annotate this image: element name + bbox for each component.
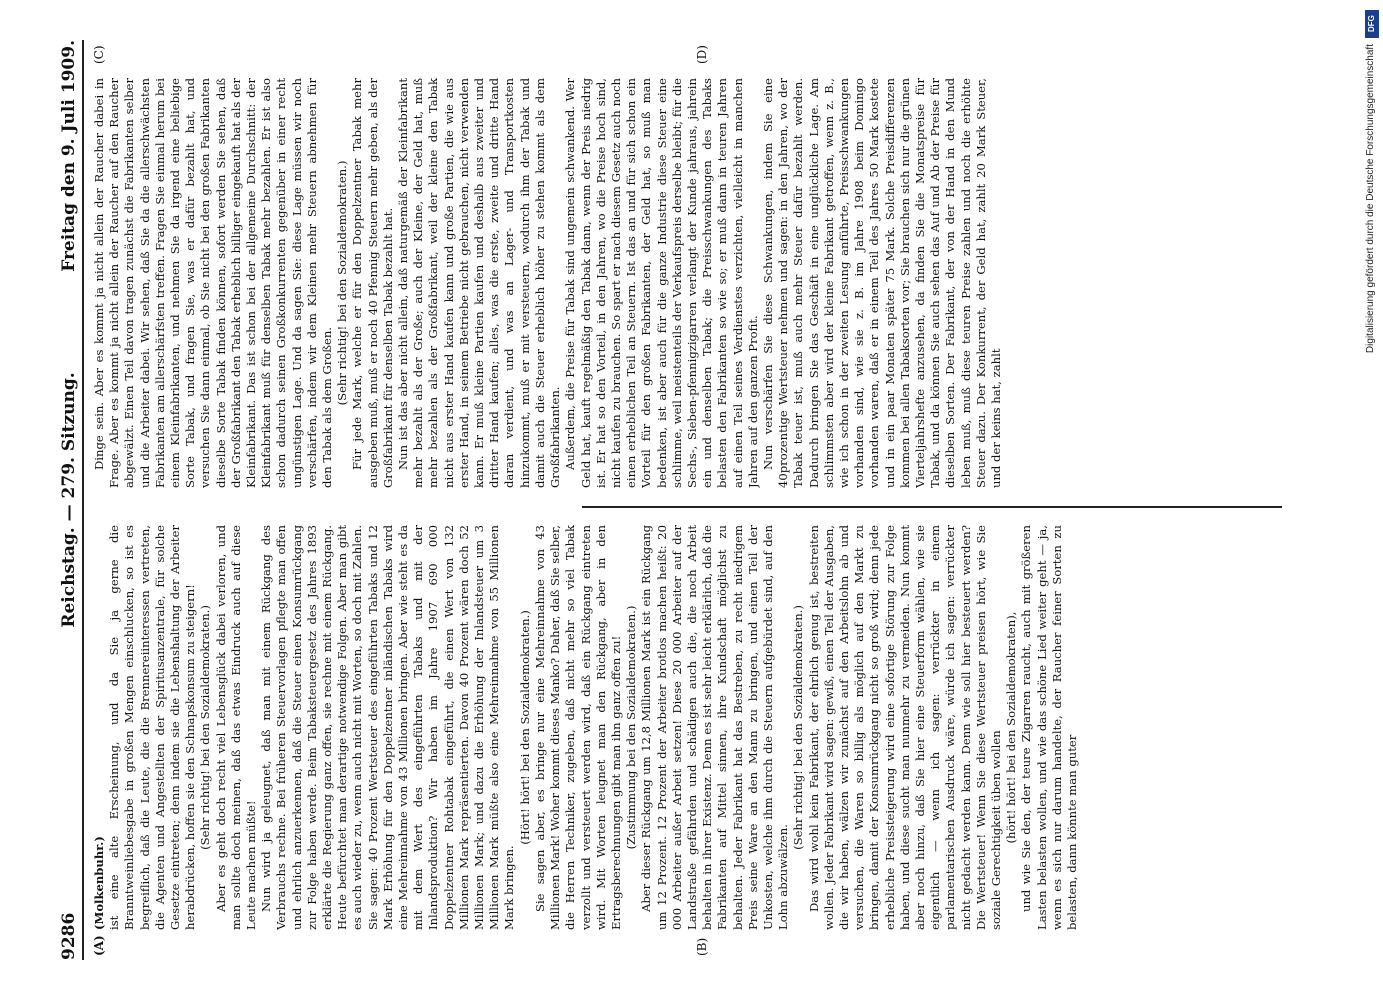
margin-marker-a: (A)	[92, 935, 106, 956]
right-column-paragraph: Außerdem, die Preise für Tabak sind ungemein schwankend. Wer Geld hat, kauft regelmäßig den Tabak dann, wenn der Preis niedrig ist. Er hat so den Vorteil, in den Jahren, wo die Preise hoch sind, nicht kaufen zu brauchen. So spart er nach diesem Gesetz auch noch einen erheblichen Teil an Steuern. Ist das an und für sich schon ein Vorteil für den großen Fabrikanten, der Geld hat, so muß man bedenken, ist aber auch für die ganze Industrie diese Steuer eine schlimme, weil meistenteils der Verkaufspreis derselbe bleibt; für die Sechs-, Sieben-pfennigzigarren verlangt der Kunde jahraus, jahrein ein und denselben Tabak; die Preisschwankungen des Tabaks belasten den Fabrikanten so wie so; er muß dann in teuren Jahren auf einen Teil seines Verdienstes verzichten, vielleicht in manchen Jahren auf den ganzen Profit.	[563, 78, 760, 488]
margin-marker-c: (C)	[92, 45, 106, 64]
right-column-interjection: (Sehr richtig! bei den Sozialdemokraten.)	[335, 160, 350, 406]
right-column-paragraph: Für jede Mark, welche er für den Doppelzentner Tabak mehr ausgeben muß, muß er noch 40 Pfennig Steuern mehr geben, als der Großfabrikant für denselben Tabak bezahlt hat.	[350, 78, 395, 488]
page-number: 9286	[59, 912, 79, 960]
right-column-body	[92, 78, 1004, 488]
credit-text: Digitalisierung gefördert durch die Deutsche Forschungsgemeinschaft	[1365, 44, 1376, 354]
left-column-paragraph: Sie sagen aber, es bringe nur eine Mehreinnahme von 43 Millionen Mark! Woher kommt dieses Manko? Daher, daß Sie selber, die Herren Techniker, zugeben, daß nicht mehr so viel Tabak verzollt und versteuert werden wird, daß ein Rückgang eintreten wird. Mit Worten leugnet man den Rückgang, aber in den Ertragsberechnungen gibt man ihn ganz offen zu!	[532, 525, 623, 930]
right-column-paragraph: Dinge sein. Aber es kommt ja nicht allein der Raucher dabei in Frage. Aber es kommt ja nicht allein der Raucher auf den Raucher abgewälzt. Einen Teil davon tragen zunächst die Fabrikanten selber und die Arbeiter dabei. Wir sehen, daß Sie da die allerschwächsten Fabrikanten am allerschärfsten treffen. Fragen Sie einmal herum bei einem Kleinfabrikanten, und nehmen Sie da irgend eine beliebige Sorte Tabak, und fragen Sie, was er dafür bezahlt hat, und versuchen Sie dann einmal, ob Sie nicht bei den großen Fabrikanten dieselbe Sorte Tabak finden können, sofort werden Sie sehen, daß der Großfabrikant den Tabak erheblich billiger eingekauft hat als der Kleinfabrikant. Das ist schon bei der allgemeine Durchschnitt: der Kleinfabrikant muß für denselben Tabak mehr bezahlen. Er ist also schon dadurch seinen Großkonkurrenten gegenüber in einer recht ungünstigen Lage. Und da sagen Sie: diese Lage müssen wir noch verschärfen, indem wir dem Kleinen mehr Steuern abnehmen für den Tabak als dem Großen.	[92, 78, 335, 488]
left-column-interjection: (Sehr richtig! bei den Sozialdemokraten.)	[791, 605, 806, 850]
left-column-body	[107, 525, 1080, 930]
left-column-interjection: (hört! hört! bei den Sozialdemokraten),	[1004, 611, 1019, 844]
dfg-logo: DFG	[1365, 10, 1379, 38]
left-column-paragraph: und wie Sie den, der teure Zigarren raucht, auch mit größeren Lasten belasten wollen, und wie das schöne Lied weiter geht — ja, wenn es sich nur darum handelte, der Raucher feiner Sorten zu belasten, dann könnte man guter	[1019, 525, 1079, 930]
margin-marker-b: (B)	[695, 937, 709, 956]
left-column-paragraph: Aber dieser Rückgang um 12,8 Millionen Mark ist ein Rückgang um 12 Prozent. 12 Prozent der Arbeiter brotlos machen heißt: 20 000 Arbeiter außer Arbeit setzen! Diese 20 000 Arbeiter auf der Landstraße gefährden und schädigen auch die, die noch Arbeit behalten in ihrer Existenz. Denn es ist sehr leicht erklärlich, daß die Fabrikanten auf Mittel sinnen, ihre Kundschaft möglichst zu behalten. Jeder Fabrikant hat das Bestreben, zu recht niedrigem Preis seine Ware an den Mann zu bringen, und einen Teil der Unkosten, welche ihm durch die Steuern aufgebürdet sind, auf den Lohn abzuwälzen.	[639, 525, 791, 930]
left-column-paragraph: Nun wird ja geleugnet, daß man mit einem Rückgang des Verbrauchs rechne. Bei früheren Steuervorlagen pflegte man offen und ehrlich anzuerkennen, daß die Steuer einen Konsumrückgang zur Folge haben werde. Beim Tabaksteuergesetz des Jahres 1893 erklärte die Regierung ganz offen, sie rechne mit einem Rückgang. Heute befürchtet man derartige notwendige Folgen. Aber man gibt es auch wieder zu, wenn auch nicht mit Worten, so doch mit Zahlen. Sie sagen: 40 Prozent Wertsteuer des eingeführten Tabaks und 12 Mark Erhöhung für den Doppelzentner inländischen Tabaks wird eine Mehreinnahme von 43 Millionen bringen. Aber wie steht es da mit dem Wert des eingeführten Tabaks und mit der Inlandsproduktion? Wir haben im Jahre 1907 690 000 Doppelzentner Rohtabak eingeführt, die einen Wert von 132 Millionen Mark repräsentierten. Davon 40 Prozent wären doch 52 Millionen Mark; und dazu die Erhöhung der Inlandsteuer um 3 Millionen Mark müßte also eine Mehreinnahme von 55 Millionen Mark bringen.	[259, 525, 517, 930]
page-title: Reichstag. — 279. Sitzung.	[59, 372, 79, 628]
left-column	[92, 525, 1307, 930]
digitization-credit	[1365, 10, 1379, 990]
right-column	[92, 78, 1307, 488]
right-column-paragraph: Nun verschärfen Sie diese Schwankungen, indem Sie eine 40prozentige Wertsteuer nehmen und sagen: in den Jahren, wo der Tabak teuer ist, muß auch mehr Steuer dafür bezahlt werden. Dadurch bringen Sie das Geschäft in eine unglückliche Lage. Am schlimmsten aber wird der kleine Fabrikant getroffen, wenn z. B., wie ich schon in der zweiten Lesung anführte, Preisschwankungen vorhanden sind, wie sie z. B. im Jahre 1908 beim Domingo vorhanden waren, daß er in einem Teil des Jahres 50 Mark kostete und in ein paar Monaten später 75 Mark. Solche Preisdifferenzen kommen bei allen Tabaksorten vor; Sie brauchen sich nur die grünen Vierteljahrshefte anzusehen, da finden Sie die Monatspreise für Tabak, und da können Sie auch sehen das Auf und Ab der Preise für dieselben Sorten. Der Fabrikant, der von der Hand in den Mund leben muß, muß diese teuren Preise zahlen und noch die erhöhte Steuer dazu. Der Konkurrent, der Geld hat, zahlt 20 Mark Steuer, und der keins hat, zahlt	[760, 78, 1003, 488]
speaker-tag: (Molkenbuhr.)	[92, 836, 106, 930]
left-column-paragraph: ist eine alte Erscheinung, und da Sie ja gerne die Branntweinliebesgabe in großen Mengen einschlucken, so ist es begreiflich, daß die Leute, die die Brennereiinteressen vertreten, die Agenten und Angestellten der Spiritusanzentrale, für solche Gesetze eintreten; denn indem sie die Lebenshaltung der Arbeiter herabdrücken, hoffen sie den Schnapskonsum zu steigern!	[107, 525, 198, 930]
left-column-interjection: (Sehr richtig! bei den Sozialdemokraten.)	[198, 605, 213, 850]
column-divider	[582, 506, 1282, 508]
left-column-interjection: (Hört! hört! bei den Sozialdemokraten.)	[517, 610, 532, 845]
page-date: Freitag den 9. Juli 1909.	[59, 40, 79, 272]
left-column-interjection: (Zustimmung bei den Sozialdemokraten.)	[624, 605, 639, 850]
page-header	[56, 40, 84, 960]
margin-marker-d: (D)	[695, 45, 709, 64]
left-column-paragraph: Aber es geht doch recht viel Lebensglück dabei verloren, und man sollte doch meinen, daß das etwas Eindruck auch auf diese Leute machen müßte!	[213, 525, 259, 930]
right-column-paragraph: Nun ist das aber nicht allein, daß naturgemäß der Kleinfabrikant mehr bezahlt als der Große; auch der Kleine, der Geld hat, muß mehr bezahlen als der Großfabrikant, weil der kleine den Tabak nicht aus erster Hand kaufen kann und große Partien, die wie aus erster Hand, in seinem Betriebe nicht gebrauchen, nicht verwenden kann. Er muß kleine Partien kaufen und deshalb aus zweiter und dritter Hand kaufen; alles, was die erste, zweite und dritte Hand daran verdient, und was an Lager- und Transportkosten hinzukommt, muß er mit versteuern, wodurch ihm der Tabak und damit auch die Steuer erheblich höher zu stehen kommt als dem Großfabrikanten.	[396, 78, 563, 488]
left-column-paragraph: Das wird wohl kein Fabrikant, der ehrlich genug ist, bestreiten wollen. Jeder Fabrikant wird sagen: gewiß, einen Teil der Ausgaben, die wir haben, wälzen wir zunächst auf den Arbeitslohn ab und versuchen, die Waren so billig als möglich auf den Markt zu bringen, damit der Konsumrückgang nicht so groß wird; denn jede erhebliche Preissteigerung wird eine sofortige Störung zur Folge haben, und diese sucht man nunmehr zu vermeiden. Nun kommt aber noch hinzu, daß Sie hier eine Steuerform wählen, wie sie eigentlich — wenn ich sagen: verrückter in einem parlamentarischen Ausdruck wäre, würde ich sagen: verrückter nicht gedacht werden kann. Denn wie soll hier besteuert werden? Die Wertsteuer! Wenn Sie diese Wertsteuer preisen hört, wie Sie soziale Gerechtigkeit üben wollen	[806, 525, 1003, 930]
